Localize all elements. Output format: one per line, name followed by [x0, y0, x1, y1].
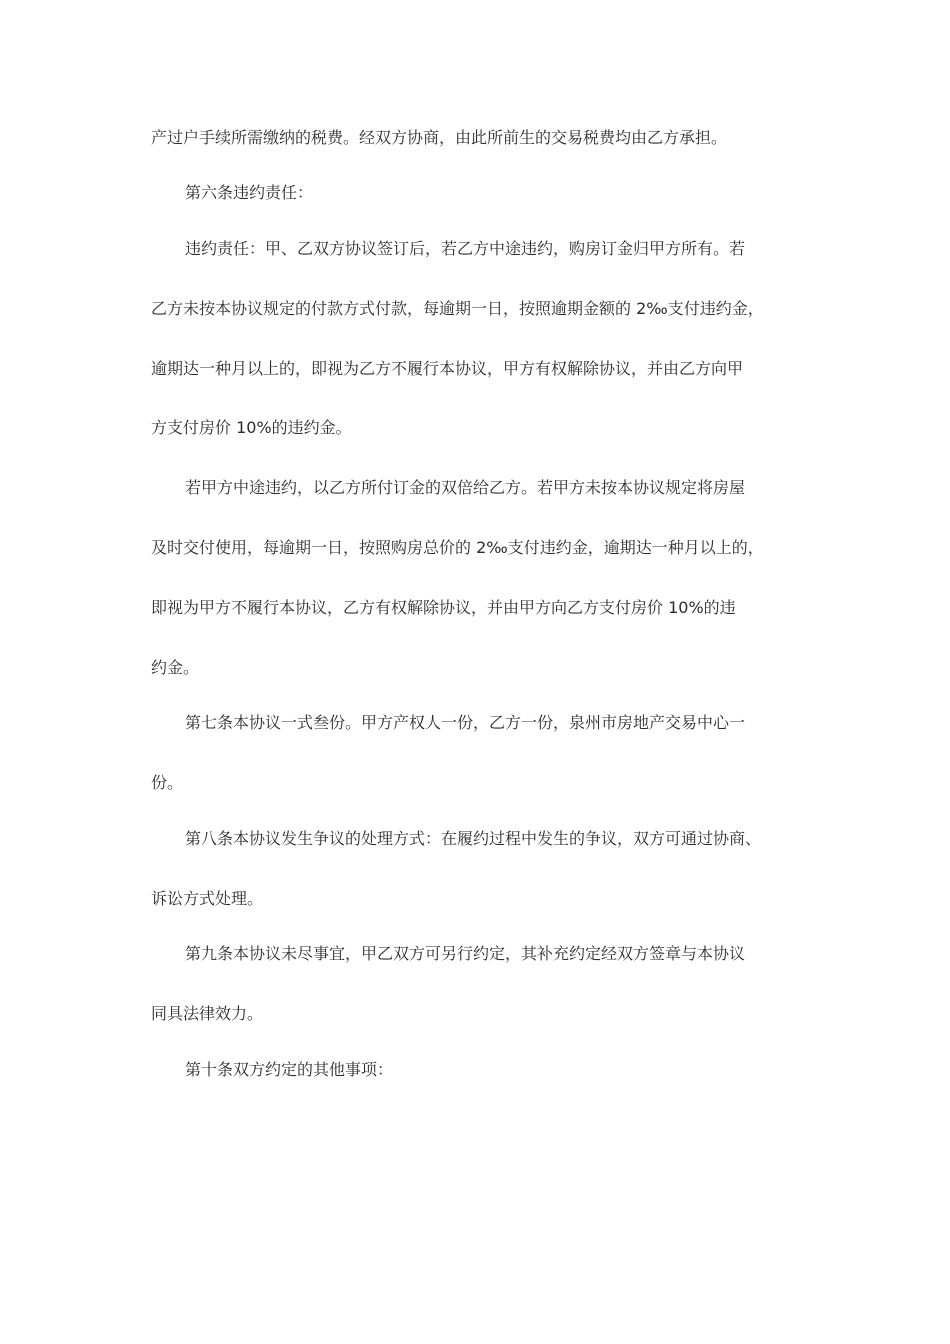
- article-10-heading: 第十条双方约定的其他事项：: [185, 1060, 394, 1079]
- article-9-line-1: 第九条本协议未尽事宜，甲乙双方可另行约定，其补充约定经双方签章与本协议: [185, 944, 746, 963]
- article-8-line-1: 第八条本协议发生争议的处理方式：在履约过程中发生的争议，双方可通过协商、: [185, 829, 762, 848]
- article-8-line-2: 诉讼方式处理。: [151, 889, 264, 908]
- party-a-breach-line-4: 约金。: [151, 658, 200, 677]
- article-9-line-2: 同具法律效力。: [151, 1004, 264, 1023]
- breach-clause-line-1: 违约责任：甲、乙双方协议签订后，若乙方中途违约，购房订金归甲方所有。若: [185, 239, 746, 258]
- party-a-breach-line-1: 若甲方中途违约，以乙方所付订金的双倍给乙方。若甲方未按本协议规定将房屋: [185, 478, 746, 497]
- breach-clause-line-2: 乙方未按本协议规定的付款方式付款，每逾期一日，按照逾期金额的 2‰支付违约金，: [151, 299, 764, 318]
- paragraph-line-tax-continuation: 产过户手续所需缴纳的税费。经双方协商，由此所前生的交易税费均由乙方承担。: [151, 128, 728, 147]
- breach-clause-line-3: 逾期达一种月以上的，即视为乙方不履行本协议，甲方有权解除协议，并由乙方向甲: [151, 359, 744, 378]
- party-a-breach-line-2: 及时交付使用，每逾期一日，按照购房总价的 2‰支付违约金，逾期达一种月以上的，: [151, 538, 764, 557]
- article-6-heading: 第六条违约责任：: [185, 183, 314, 202]
- breach-clause-line-4: 方支付房价 10%的违约金。: [151, 418, 352, 437]
- party-a-breach-line-3: 即视为甲方不履行本协议，乙方有权解除协议，并由甲方向乙方支付房价 10%的违: [151, 598, 736, 617]
- article-7-line-1: 第七条本协议一式叁份。甲方产权人一份，乙方一份，泉州市房地产交易中心一: [185, 713, 746, 732]
- article-7-line-2: 份。: [151, 773, 184, 792]
